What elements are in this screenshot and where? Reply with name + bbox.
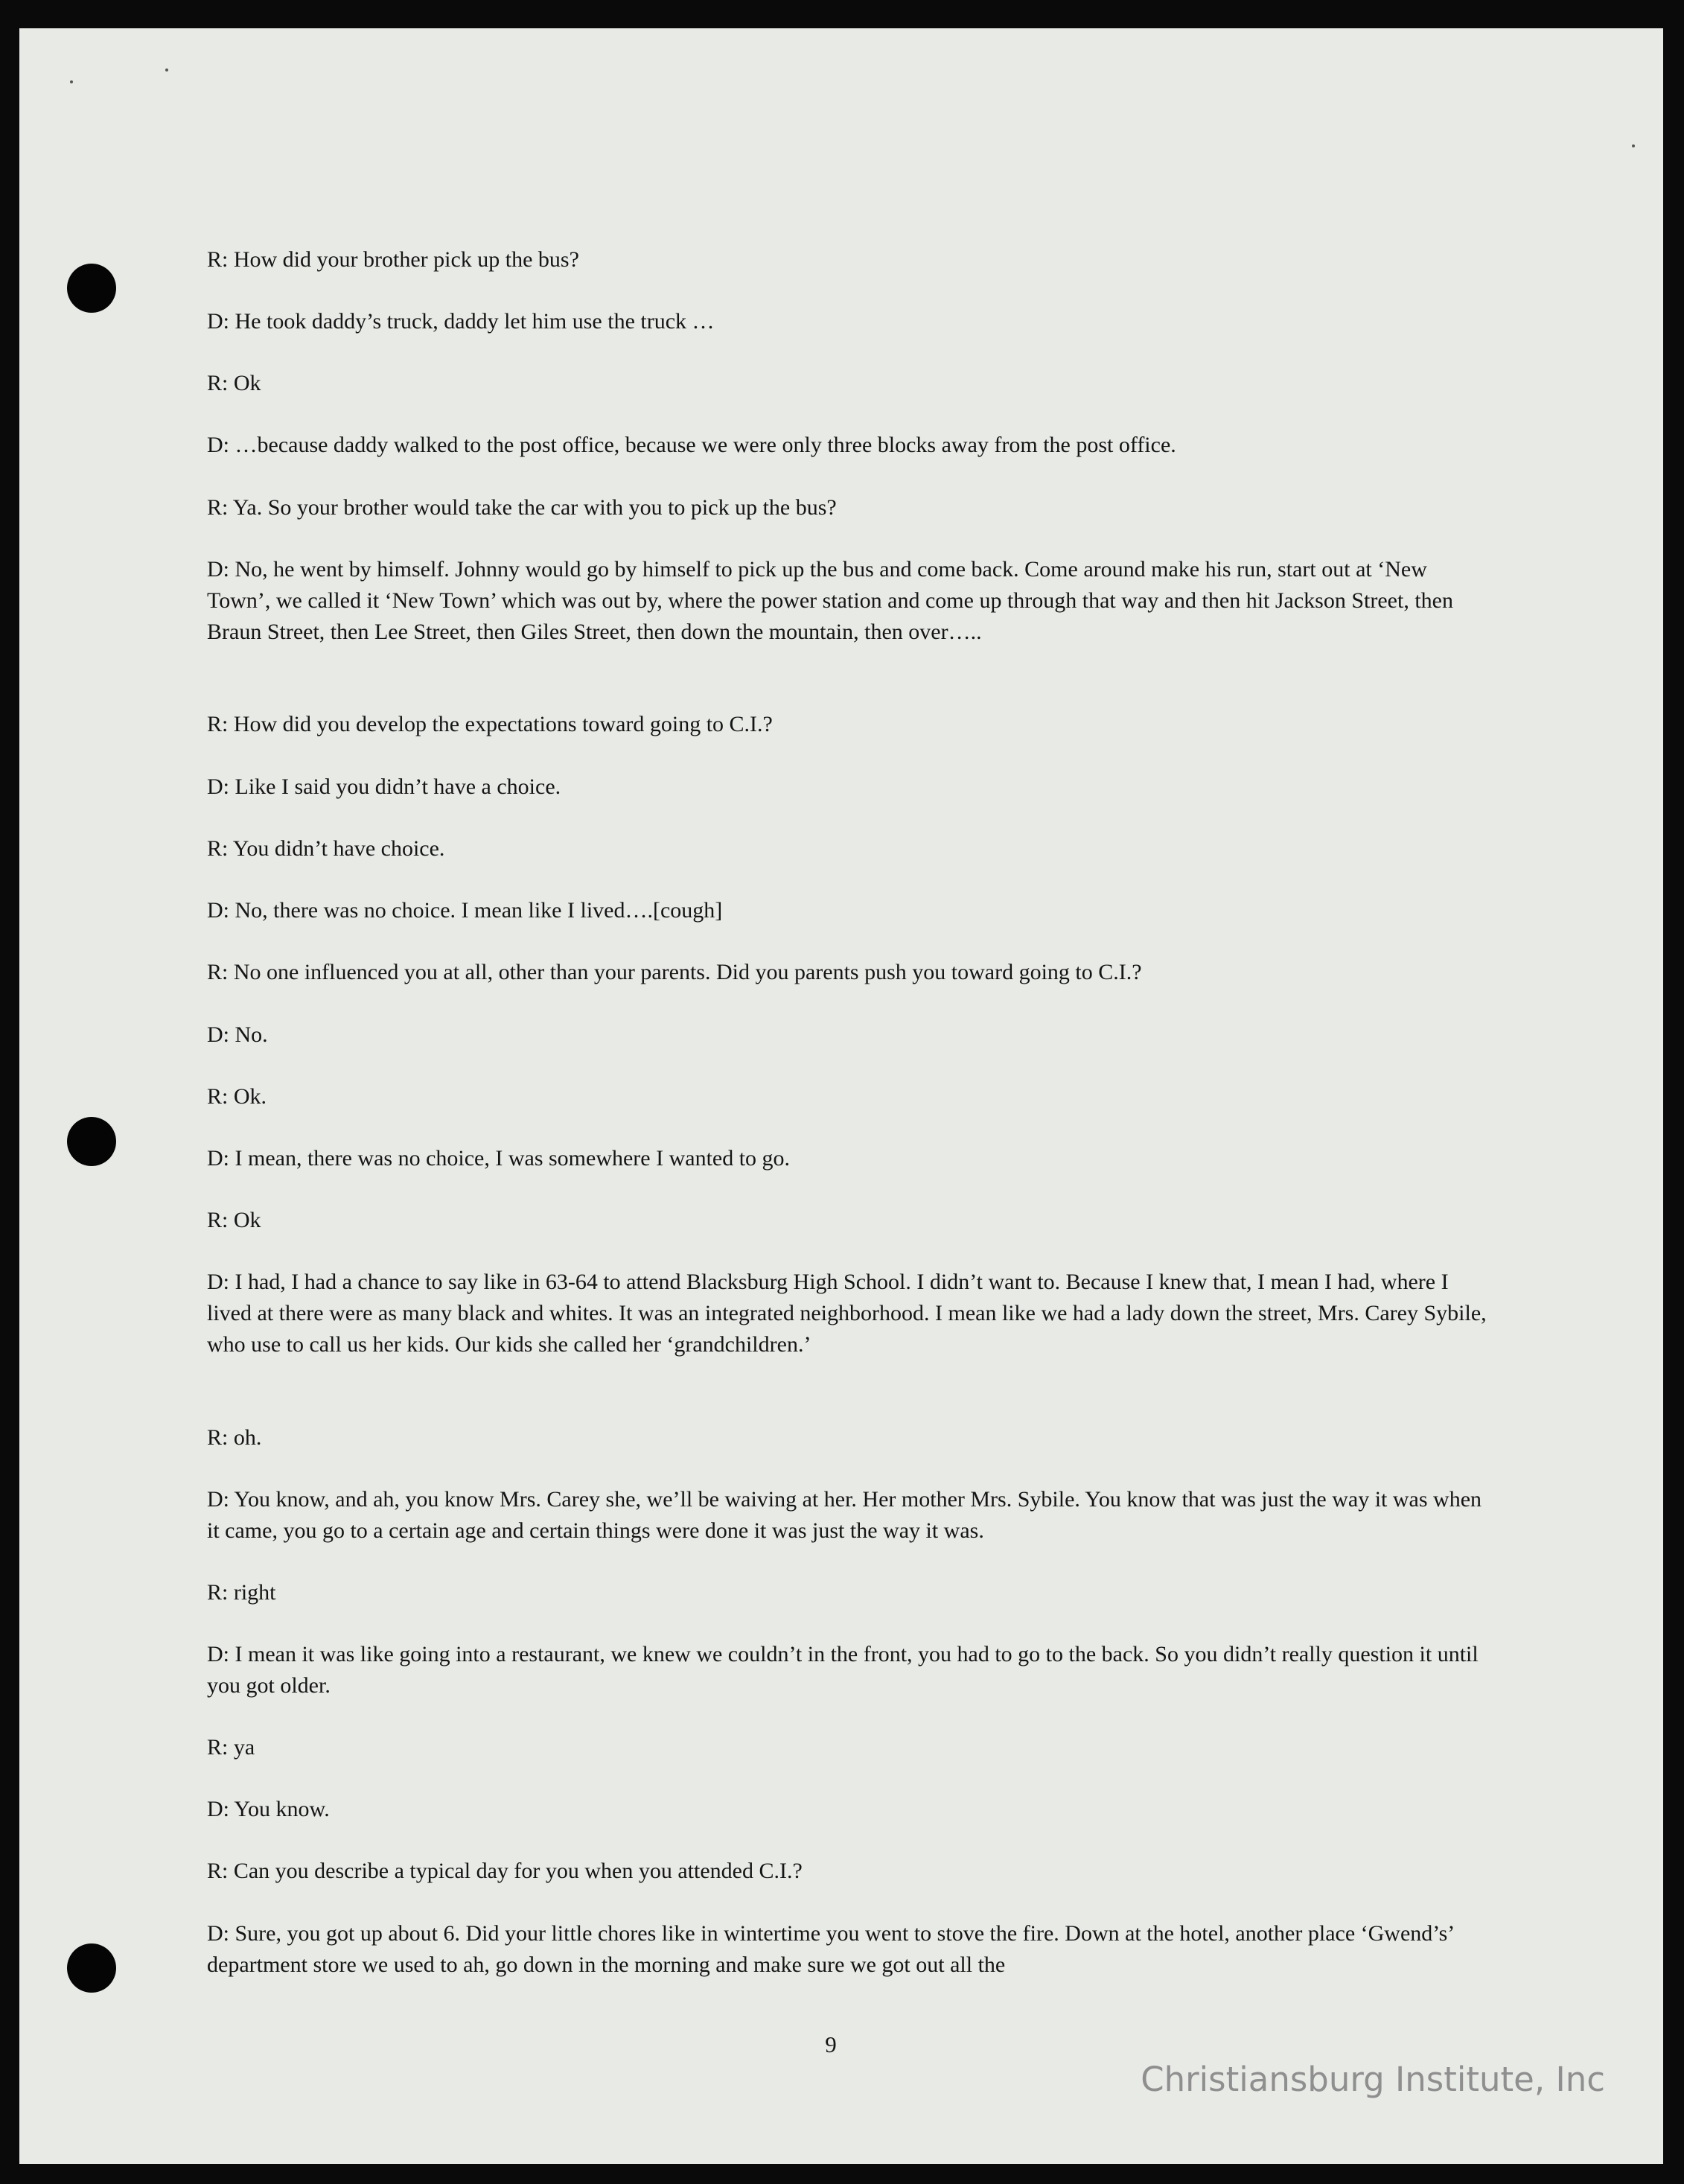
transcript-line: D: You know. [207,1797,330,1821]
watermark: Christiansburg Institute, Inc [1141,2060,1605,2099]
transcript-line: D: …because daddy walked to the post office, because we were only three blocks away from the post office. [207,433,1176,457]
dust-speck [70,80,73,83]
transcript-line: D: You know, and ah, you know Mrs. Carey she, we’ll be waiving at her. Her mother Mrs. Sybile. You know that was just the way it was when it came, you go to a certain age and certain things were done it was just the way it was. [207,1487,1482,1543]
transcript-line: D: I mean it was like going into a restaurant, we knew we couldn’t in the front, you had to go to the back. So you didn’t really question it until you got older. [207,1642,1479,1698]
transcript-line: R: How did your brother pick up the bus? [207,247,579,272]
transcript-line: D: I had, I had a chance to say like in 63-64 to attend Blacksburg High School. I didn’t want to. Because I knew that, I mean I had, where I lived at there were as many black and whites. It was an integrated neighborhood. I mean like we had a lady down the street, Mrs. Carey Sybile, who use to call us her kids. Our kids she called her ‘grandchildren.’ [207,1270,1487,1357]
transcript-line: R: Ok [207,1208,261,1232]
transcript-line: R: Ok. [207,1084,267,1109]
transcript-line: R: How did you develop the expectations toward going to C.I.? [207,712,773,736]
transcript-line: D: No, he went by himself. Johnny would go by himself to pick up the bus and come back. Come around make his run, start out at ‘New Town’, we called it ‘New Town’ which was out by, where the power station and come up through that way and then hit Jackson Street, then Braun Street, then Lee Street, then Giles Street, then down the mountain, then over….. [207,557,1453,644]
transcript-line: R: ya [207,1735,255,1760]
dust-speck [165,69,168,71]
document-page [19,28,1663,2164]
dust-speck [1632,144,1635,147]
transcript-line: D: No. [207,1022,268,1047]
transcript-line: R: Can you describe a typical day for you when you attended C.I.? [207,1859,803,1883]
transcript-line: R: You didn’t have choice. [207,836,445,861]
page-number: 9 [825,2031,837,2057]
transcript-line: R: Ya. So your brother would take the car with you to pick up the bus? [207,495,837,520]
binder-hole-middle [67,1117,116,1166]
transcript-line: R: No one influenced you at all, other than your parents. Did you parents push you toward going to C.I.? [207,960,1142,984]
transcript-line: R: oh. [207,1425,262,1450]
transcript-line: D: No, there was no choice. I mean like I lived….[cough] [207,898,723,923]
transcript-line: D: I mean, there was no choice, I was somewhere I wanted to go. [207,1146,791,1171]
transcript-line: R: right [207,1580,276,1605]
transcript-line: D: Sure, you got up about 6. Did your little chores like in wintertime you went to stove the fire. Down at the hotel, another place ‘Gwend’s’ department store we used to ah, go down in the morning and make sure we got out all the [207,1921,1454,1977]
binder-hole-bottom [67,1943,116,1993]
transcript-line: D: Like I said you didn’t have a choice. [207,774,561,799]
binder-hole-top [67,264,116,313]
transcript-line: R: Ok [207,371,261,395]
transcript-line: D: He took daddy’s truck, daddy let him use the truck … [207,309,715,334]
